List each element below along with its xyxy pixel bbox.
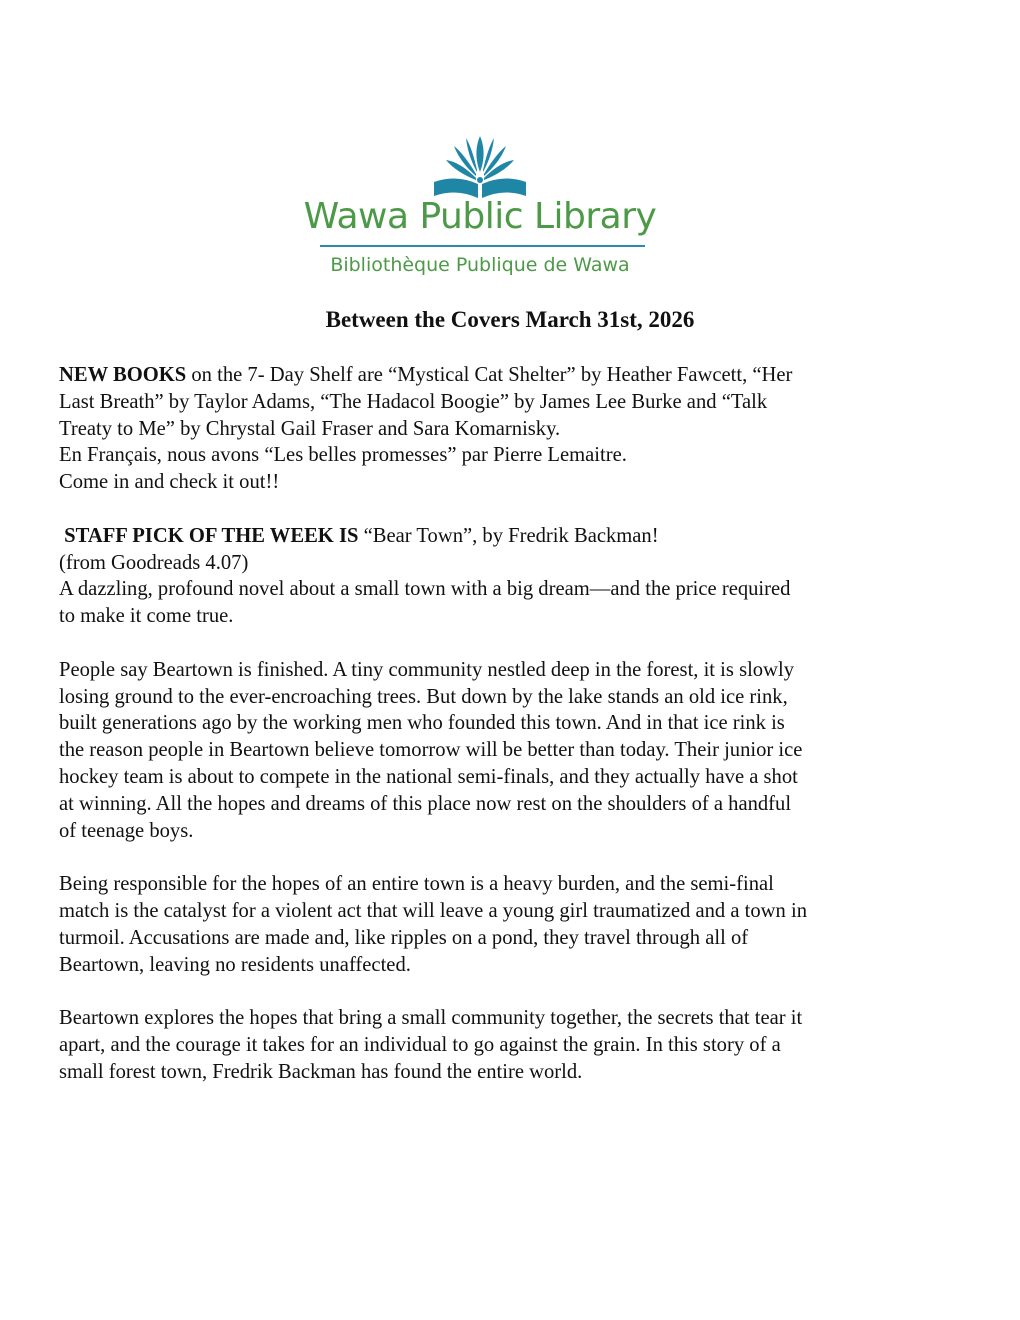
page-title: Between the Covers March 31st, 2026: [325, 307, 695, 332]
text-line: the reason people in Beartown believe tomorrow will be better than today. Their junior ice: [59, 739, 803, 762]
new-books-line-3: Treaty to Me” by Chrystal Gail Fraser and Sara Komarnisky.: [59, 417, 561, 440]
text-line: match is the catalyst for a violent act that will leave a young girl traumatized and a town in: [59, 899, 807, 922]
new-books-heading: NEW BOOKS: [59, 364, 187, 386]
new-books-line-2: Last Breath” by Taylor Adams, “The Hadacol Boogie” by James Lee Burke and “Talk: [59, 390, 768, 413]
text-line: hockey team is about to compete in the national semi-finals, and they actually have a shot: [59, 765, 798, 788]
text-line: small forest town, Fredrik Backman has found the entire world.: [59, 1060, 583, 1083]
text-line: Beartown explores the hopes that bring a small community together, the secrets that tear it: [59, 1007, 803, 1030]
new-books-text-1: on the 7- Day Shelf are “Mystical Cat Shelter” by Heather Fawcett, “Her: [186, 364, 793, 386]
library-logo: [300, 132, 660, 290]
open-book-emblem-icon: [420, 132, 540, 202]
text-line: Being responsible for the hopes of an entire town is a heavy burden, and the semi-final: [59, 873, 774, 896]
new-books-section: [59, 362, 959, 496]
text-line: apart, and the courage it takes for an individual to go against the grain. In this story of a: [59, 1033, 781, 1056]
closing-line: Come in and check it out!!: [59, 471, 280, 494]
tagline-line-2: to make it come true.: [59, 605, 234, 628]
text-line: Beartown, leaving no residents unaffected.: [59, 953, 411, 976]
article-body: [59, 362, 959, 1086]
staff-pick-heading: STAFF PICK OF THE WEEK IS: [64, 524, 359, 547]
synopsis-paragraph-1: [59, 657, 959, 845]
staff-pick-book: “Bear Town”, by Fredrik Backman!: [358, 524, 659, 547]
text-line: at winning. All the hopes and dreams of this place now rest on the shoulders of a handful: [59, 792, 792, 815]
library-name: Wawa Public Library: [303, 196, 657, 237]
tagline-line-1: A dazzling, profound novel about a small town with a big dream—and the price required: [59, 578, 791, 601]
staff-pick-line: [59, 523, 959, 550]
text-line: losing ground to the ever-encroaching trees. But down by the lake stands an old ice rink,: [59, 685, 788, 708]
french-books-line: En Français, nous avons “Les belles promesses” par Pierre Lemaitre.: [59, 444, 627, 467]
text-line: People say Beartown is finished. A tiny community nestled deep in the forest, it is slowly: [59, 658, 794, 681]
synopsis-paragraph-3: [59, 1005, 959, 1085]
staff-pick-section: [59, 523, 959, 630]
logo-divider: [320, 245, 645, 247]
synopsis-paragraph-2: [59, 871, 959, 978]
text-line: turmoil. Accusations are made and, like ripples on a pond, they travel through all of: [59, 926, 749, 949]
text-line: built generations ago by the working men who founded this town. And in that ice rink is: [59, 712, 785, 735]
goodreads-rating: (from Goodreads 4.07): [59, 551, 249, 574]
library-name-french: Bibliothèque Publique de Wawa: [330, 254, 630, 276]
new-books-line-1: [59, 362, 959, 389]
text-line: of teenage boys.: [59, 819, 194, 842]
